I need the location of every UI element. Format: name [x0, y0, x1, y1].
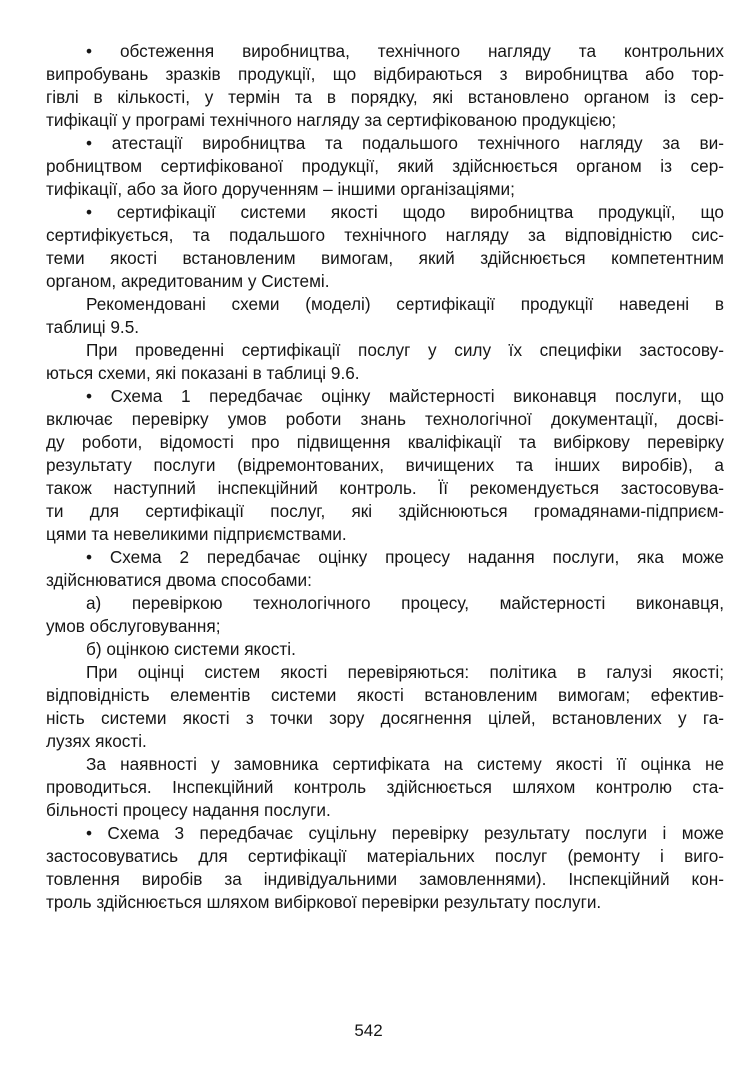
text-line: тифікації, або за його дорученням – іншими організаціями; [46, 179, 515, 199]
text-line: • атестації виробництва та подальшого технічного нагляду за ви- [86, 133, 724, 153]
paragraph-scheme-2-option-a [46, 592, 724, 638]
text-line: лузях якості. [46, 731, 147, 751]
paragraph-recommended-schemes [46, 293, 724, 339]
text-line: також наступний інспекційний контроль. Її рекомендується застосовува- [46, 478, 724, 498]
text-line: ність системи якості з точки зору досягнення цілей, встановлених у га- [46, 708, 724, 728]
text-line: б) оцінкою системи якості. [86, 639, 296, 659]
text-line: органом, акредитованим у Системі. [46, 271, 330, 291]
text-line: застосовуватись для сертифікації матеріальних послуг (ремонту і виго- [46, 846, 724, 866]
text-line: а) перевіркою технологічного процесу, майстерності виконавця, [86, 593, 724, 613]
text-line: теми якості встановленим вимогам, який здійснюється компетентним [46, 248, 724, 268]
paragraph-scheme-2-option-b [46, 638, 724, 661]
paragraph-scheme-1 [46, 385, 724, 546]
text-line: більності процесу надання послуги. [46, 800, 331, 820]
text-line: Рекомендовані схеми (моделі) сертифікації продукції наведені в [86, 294, 724, 314]
text-line: При оцінці систем якості перевіряються: політика в галузі якості; [86, 662, 724, 682]
text-line: результату послуги (відремонтованих, вичищених та інших виробів), а [46, 455, 724, 475]
text-line: • сертифікації системи якості щодо виробництва продукції, що [86, 202, 724, 222]
text-line: ються схеми, які показані в таблиці 9.6. [46, 363, 360, 383]
text-line: проводиться. Інспекційний контроль здійснюється шляхом контролю ста- [46, 777, 724, 797]
text-line: товлення виробів за індивідуальними замовленнями). Інспекційний кон- [46, 869, 724, 889]
text-line: троль здійснюється шляхом вибіркової перевірки результату послуги. [46, 892, 602, 912]
text-line: таблиці 9.5. [46, 317, 140, 337]
text-line: відповідність елементів системи якості встановленим вимогам; ефектив- [46, 685, 724, 705]
text-line: включає перевірку умов роботи знань технологічної документації, досві- [46, 409, 724, 429]
text-line: ти для сертифікації послуг, які здійснюються громадянами-підприєм- [46, 501, 724, 521]
bullet-production-attestation [46, 132, 724, 201]
text-line: сертифікується, та подальшого технічного нагляду за відповідністю сис- [46, 225, 724, 245]
text-line: випробувань зразків продукції, що відбираються з виробництва або тор- [46, 64, 724, 84]
bullet-quality-system-certification [46, 201, 724, 293]
text-line: • обстеження виробництва, технічного нагляду та контрольних [86, 41, 724, 61]
text-line: • Схема 3 передбачає суцільну перевірку результату послуги і може [86, 823, 724, 843]
text-line: ду роботи, відомості про підвищення кваліфікації та вибіркову перевірку [46, 432, 724, 452]
document-page [46, 40, 724, 914]
paragraph-quality-system-evaluation [46, 661, 724, 753]
text-line: умов обслуговування; [46, 616, 221, 636]
text-line: • Схема 2 передбачає оцінку процесу надання послуги, яка може [86, 547, 724, 567]
text-line: При проведенні сертифікації послуг у силу їх специфіки застосову- [86, 340, 724, 360]
text-line: цями та невеликими підприємствами. [46, 524, 347, 544]
paragraph-scheme-3 [46, 822, 724, 914]
bullet-production-inspection [46, 40, 724, 132]
text-line: здійснюватися двома способами: [46, 570, 312, 590]
paragraph-scheme-2 [46, 546, 724, 592]
text-line: тифікації у програмі технічного нагляду за сертифікованою продукцією; [46, 110, 617, 130]
text-line: За наявності у замовника сертифіката на систему якості її оцінка не [86, 754, 724, 774]
paragraph-existing-certificate [46, 753, 724, 822]
page-number: 542 [354, 1021, 383, 1040]
text-line: гівлі в кількості, у термін та в порядку, які встановлено органом із сер- [46, 87, 724, 107]
paragraph-services-certification [46, 339, 724, 385]
text-line: • Схема 1 передбачає оцінку майстерності виконавця послуги, що [86, 386, 724, 406]
text-line: робництвом сертифікованої продукції, який здійснюється органом із сер- [46, 156, 724, 176]
